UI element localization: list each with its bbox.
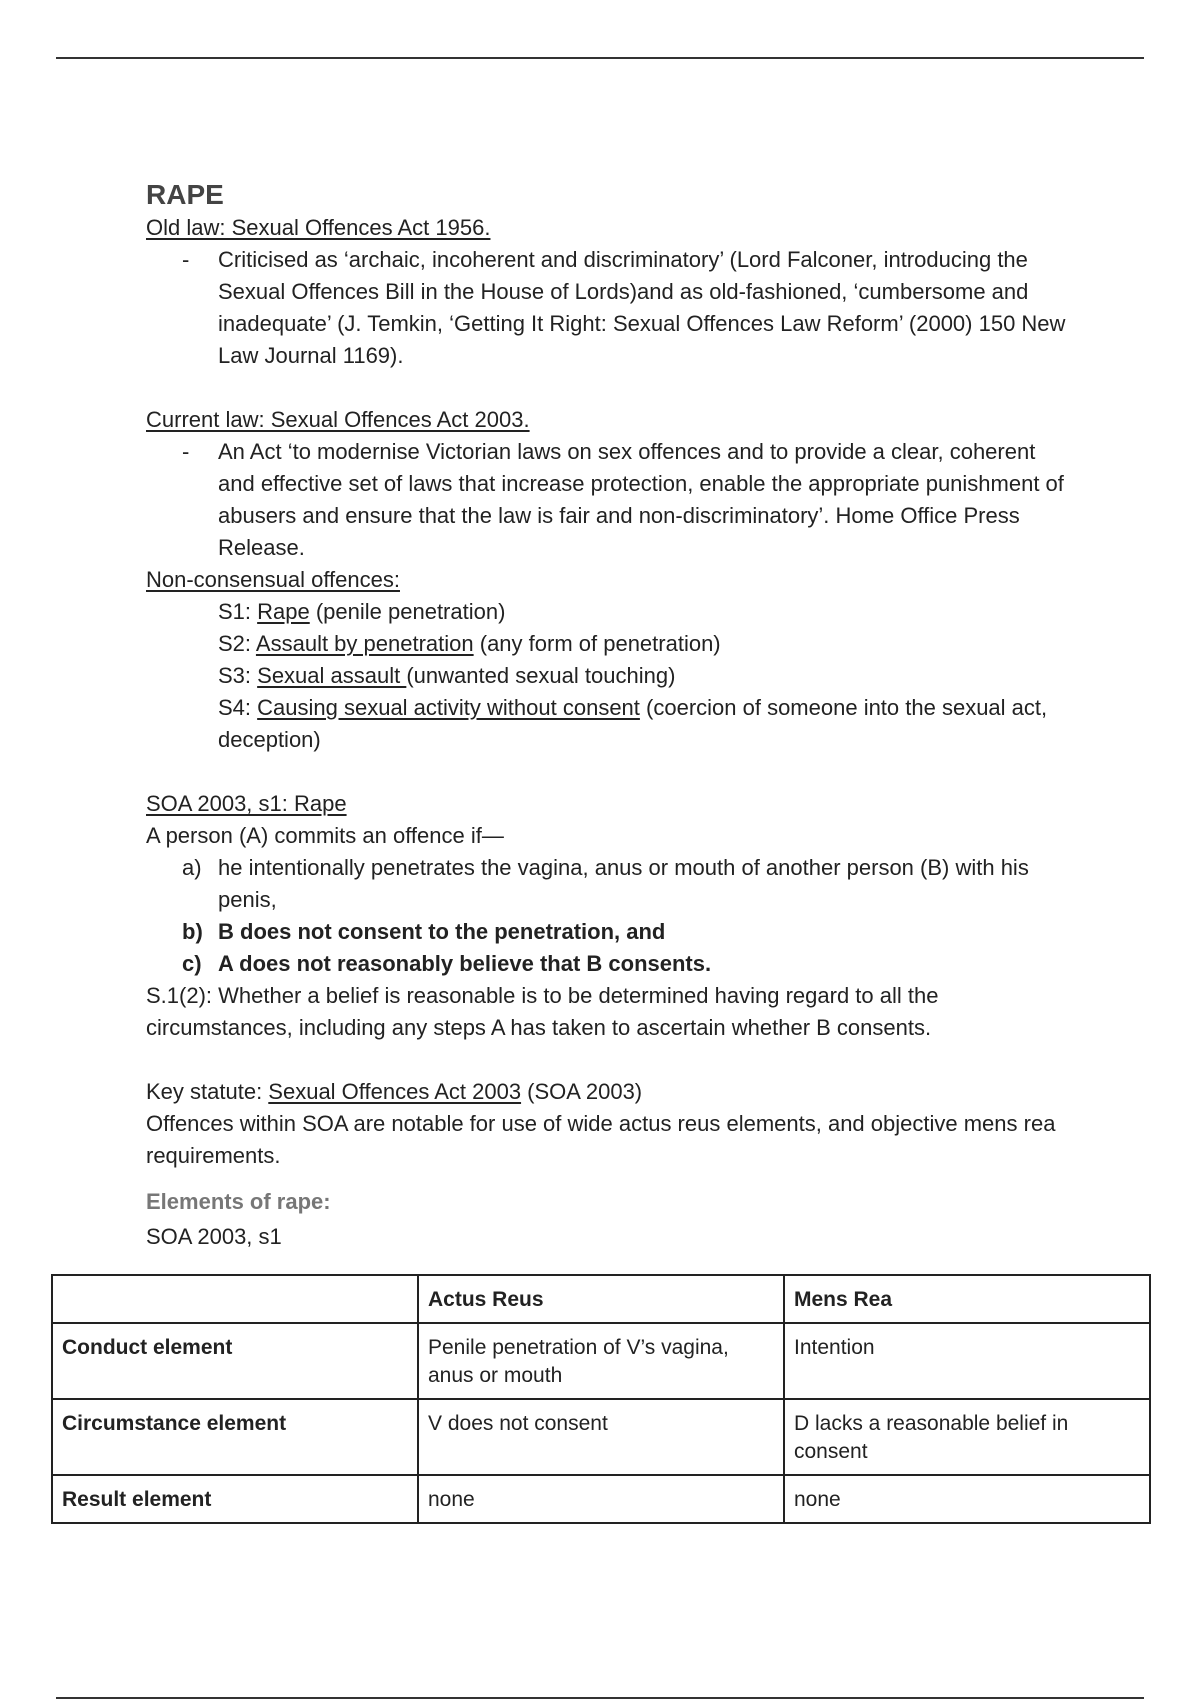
current-law-heading: Current law: Sexual Offences Act 2003. bbox=[146, 407, 530, 432]
s1-item-text: A does not reasonably believe that B consents. bbox=[218, 951, 712, 976]
offence-desc: (unwanted sexual touching) bbox=[406, 663, 676, 688]
key-statute-note: Offences within SOA are notable for use of wide actus reus elements, and objective mens rea requirements. bbox=[146, 1111, 1056, 1168]
offence-name: Sexual assault bbox=[257, 663, 407, 688]
offence-list bbox=[146, 596, 1076, 756]
mens-rea-cell: D lacks a reasonable belief in consent bbox=[784, 1399, 1150, 1475]
s1-item-marker: c) bbox=[182, 951, 202, 976]
bullet-dash: - bbox=[182, 247, 190, 272]
elements-heading: Elements of rape: bbox=[146, 1189, 331, 1214]
offence-name: Causing sexual activity without consent bbox=[257, 695, 640, 720]
s1-intro: A person (A) commits an offence if— bbox=[146, 823, 504, 848]
old-law-heading: Old law: Sexual Offences Act 1956. bbox=[146, 215, 491, 240]
mens-rea-cell: Intention bbox=[784, 1323, 1150, 1399]
offence-prefix: S4: bbox=[218, 695, 258, 720]
s1-item bbox=[182, 916, 1076, 948]
top-rule bbox=[56, 57, 1144, 59]
elements-ref: SOA 2003, s1 bbox=[146, 1224, 282, 1249]
row-label: Circumstance element bbox=[52, 1399, 418, 1475]
bottom-rule bbox=[56, 1697, 1144, 1699]
offence-name: Rape bbox=[257, 599, 310, 624]
table-header-row bbox=[52, 1275, 1150, 1323]
current-law-bullet bbox=[182, 436, 1076, 564]
key-statute-abbr: (SOA 2003) bbox=[521, 1079, 643, 1104]
row-label: Result element bbox=[52, 1475, 418, 1523]
offence-item bbox=[218, 596, 1076, 628]
key-statute bbox=[146, 1076, 1076, 1108]
bullet-dash: - bbox=[182, 439, 190, 464]
actus-reus-cell: Penile penetration of V’s vagina, anus or mouth bbox=[418, 1323, 784, 1399]
offence-name: Assault by penetration bbox=[255, 631, 474, 656]
s1-item bbox=[182, 948, 1076, 980]
offence-prefix: S3: bbox=[218, 663, 258, 688]
s1-item-text: B does not consent to the penetration, and bbox=[218, 919, 666, 944]
offence-desc: (coercion of someone into the sexual act, deception) bbox=[218, 695, 1048, 752]
nonconsensual-heading: Non-consensual offences: bbox=[146, 567, 400, 592]
actus-reus-cell: V does not consent bbox=[418, 1399, 784, 1475]
page-title: RAPE bbox=[146, 179, 224, 210]
bullet-text: Criticised as ‘archaic, incoherent and discriminatory’ (Lord Falconer, introducing the Sexual Offences Bill in the House of Lords)and as old-fashioned, ‘cumbersome and inadequate’ (J. Temkin, ‘Getting It Right: Sexual Offences Law Reform’ (2000) 150 New Law Journal 1169). bbox=[218, 247, 1066, 368]
offence-desc: (penile penetration) bbox=[309, 599, 506, 624]
offence-desc: (any form of penetration) bbox=[473, 631, 721, 656]
s1-item-marker: a) bbox=[182, 855, 202, 880]
bullet-text: An Act ‘to modernise Victorian laws on sex offences and to provide a clear, coherent and effective set of laws that increase protection, enable the appropriate punishment of abusers and ensure that the law is fair and non-discriminatory’. Home Office Press Release. bbox=[218, 439, 1064, 560]
table-header-cell: Mens Rea bbox=[784, 1275, 1150, 1323]
document-body bbox=[146, 178, 1076, 1253]
s1-heading: SOA 2003, s1: Rape bbox=[146, 791, 347, 816]
mens-rea-cell: none bbox=[784, 1475, 1150, 1523]
table-row bbox=[52, 1323, 1150, 1399]
key-statute-name: Sexual Offences Act 2003 bbox=[268, 1079, 522, 1104]
s1-item-marker: b) bbox=[182, 919, 203, 944]
actus-reus-cell: none bbox=[418, 1475, 784, 1523]
old-law-bullet bbox=[182, 244, 1076, 372]
offence-prefix: S1: bbox=[218, 599, 258, 624]
elements-table bbox=[51, 1274, 1151, 1524]
s1-item bbox=[182, 852, 1076, 916]
offence-item bbox=[218, 660, 1076, 692]
table-header-cell: Actus Reus bbox=[418, 1275, 784, 1323]
table-row bbox=[52, 1399, 1150, 1475]
offence-item bbox=[218, 692, 1076, 756]
table-row bbox=[52, 1475, 1150, 1523]
s1-2-text: S.1(2): Whether a belief is reasonable is to be determined having regard to all the circumstances, including any steps A has taken to ascertain whether B consents. bbox=[146, 983, 939, 1040]
row-label: Conduct element bbox=[52, 1323, 418, 1399]
table-header-cell bbox=[52, 1275, 418, 1323]
key-statute-label: Key statute: bbox=[146, 1079, 269, 1104]
offence-item bbox=[218, 628, 1076, 660]
s1-item-text: he intentionally penetrates the vagina, anus or mouth of another person (B) with his penis, bbox=[218, 855, 1029, 912]
offence-prefix: S2: bbox=[218, 631, 256, 656]
